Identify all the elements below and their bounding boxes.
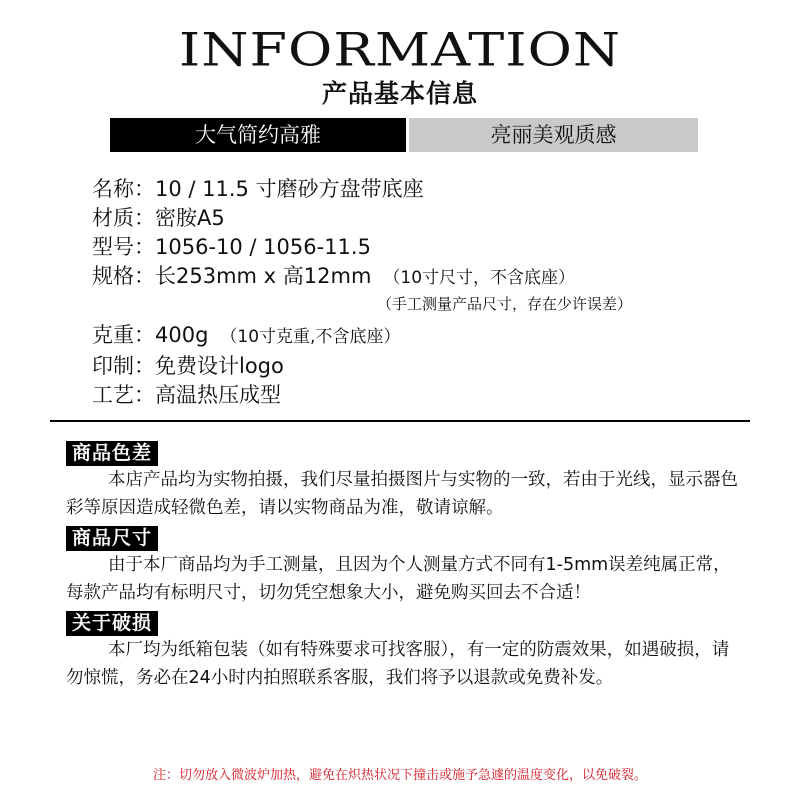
- section-divider: [50, 420, 750, 422]
- spec-label: 名称：: [92, 177, 155, 201]
- spec-value: 长253mm x 高12mm: [155, 264, 372, 288]
- section-heading: 关于破损: [66, 611, 158, 636]
- section-body: 本厂均为纸箱包装（如有特殊要求可找客服），有一定的防震效果，如遇破损，请勿惊慌，务必在24小时内拍照联系客服，我们将予以退款或免费补发。: [66, 640, 730, 688]
- spec-printing: [92, 352, 772, 381]
- spec-process: [92, 381, 772, 410]
- tag-quality: 亮丽美观质感: [409, 118, 698, 152]
- spec-material: [92, 204, 772, 233]
- spec-subnote: （手工测量产品尺寸，存在少许误差）: [377, 295, 633, 313]
- spec-label: 印制：: [92, 354, 155, 378]
- notice-sections: [66, 441, 756, 696]
- page-subtitle: 产品基本信息: [321, 79, 478, 108]
- section-dimensions: [66, 526, 756, 607]
- spec-value: 1056-10 / 1056-11.5: [155, 235, 371, 259]
- spec-note: （10寸尺寸，不含底座）: [383, 268, 576, 288]
- section-color-difference: [66, 441, 756, 522]
- tag-elegant: 大气简约高雅: [110, 118, 406, 152]
- spec-weight: [92, 321, 772, 352]
- spec-size: [92, 262, 772, 293]
- section-damage: [66, 611, 756, 692]
- spec-label: 工艺：: [92, 383, 155, 407]
- spec-value: 免费设计logo: [155, 354, 284, 378]
- spec-name: [92, 175, 772, 204]
- spec-list: [92, 175, 772, 410]
- spec-label: 规格：: [92, 264, 155, 288]
- spec-label: 型号：: [92, 235, 155, 259]
- section-body: 由于本厂商品均为手工测量，且因为个人测量方式不同有1-5mm误差纯属正常，每款产品均有标明尺寸，切勿凭空想象大小，避免购买回去不合适！: [66, 555, 731, 603]
- spec-value: 高温热压成型: [155, 383, 281, 407]
- spec-model: [92, 233, 772, 262]
- spec-label: 材质：: [92, 206, 155, 230]
- section-heading: 商品尺寸: [66, 526, 158, 551]
- spec-value: 400g: [155, 323, 209, 347]
- spec-label: 克重：: [92, 323, 155, 347]
- spec-value: 10 / 11.5 寸磨砂方盘带底座: [155, 177, 424, 201]
- section-body: 本店产品均为实物拍摄，我们尽量拍摄图片与实物的一致，若由于光线，显示器色彩等原因造成轻微色差，请以实物商品为准，敬请谅解。: [66, 470, 738, 518]
- section-heading: 商品色差: [66, 441, 158, 466]
- spec-value: 密胺A5: [155, 206, 225, 230]
- spec-note: （10寸克重,不含底座）: [220, 327, 401, 347]
- page-title: INFORMATION: [178, 22, 622, 77]
- footer-warning: 注：切勿放入微波炉加热，避免在炽热状况下撞击或施予急遽的温度变化，以免破裂。: [152, 768, 647, 783]
